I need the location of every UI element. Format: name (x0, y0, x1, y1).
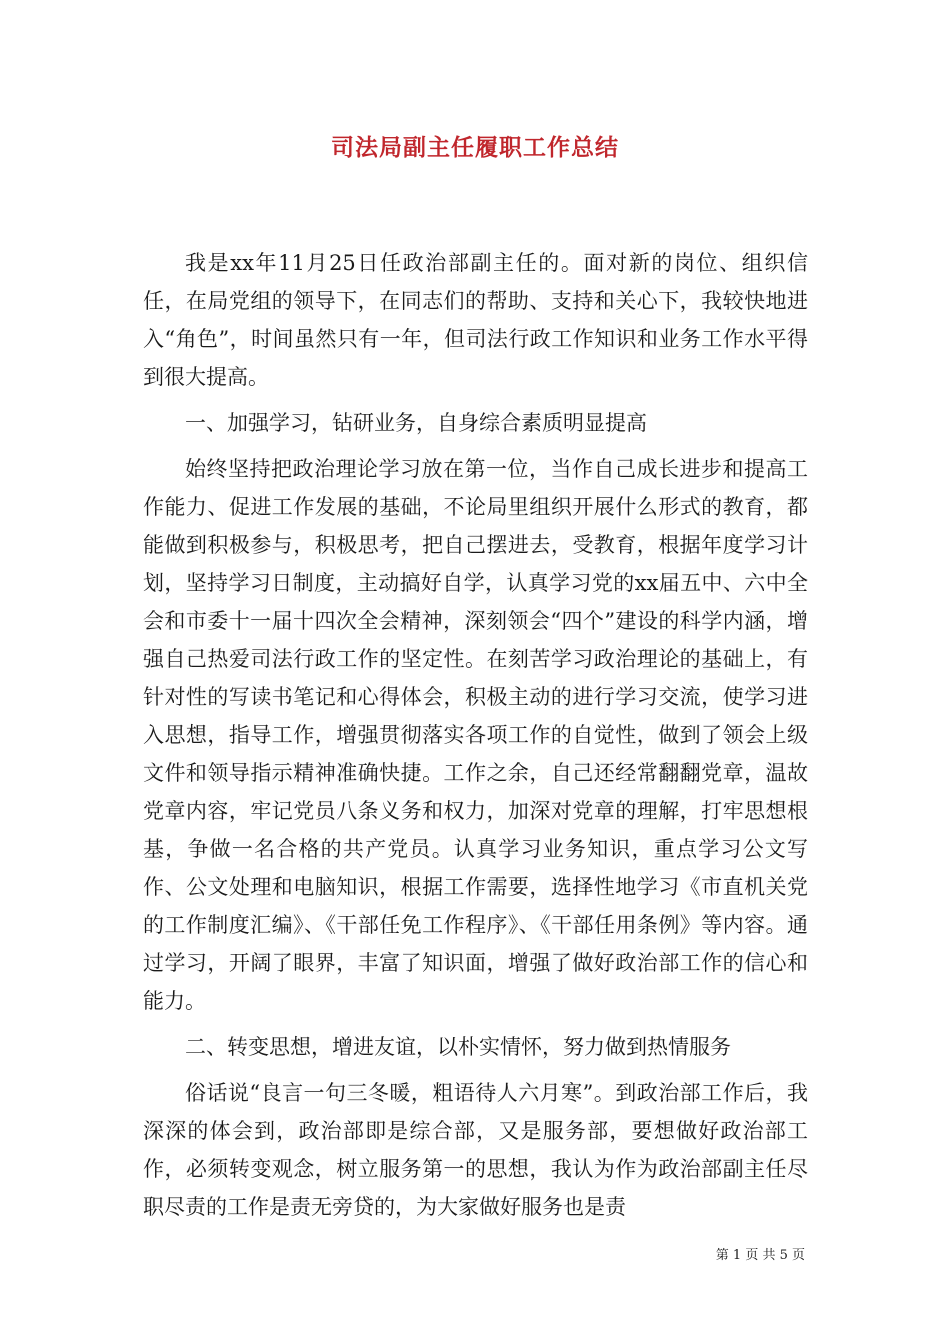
paragraph-intro: 我是xx年11月25日任政治部副主任的。面对新的岗位、组织信任，在局党组的领导下，在同志们的帮助、支持和关心下，我较快地进入“角色”，时间虽然只有一年，但司法行政工作知识和业务工作水平得到很大提高。 (143, 251, 808, 389)
document-body (143, 244, 808, 1226)
paragraph-study: 始终坚持把政治理论学习放在第一位，当作自己成长进步和提高工作能力、促进工作发展的基础，不论局里组织开展什么形式的教育，都能做到积极参与，积极思考，把自己摆进去，受教育，根据年度学习计划，坚持学习日制度，主动搞好自学，认真学习党的xx届五中、六中全会和市委十一届十四次全会精神，深刻领会“四个”建设的科学内涵，增强自己热爱司法行政工作的坚定性。在刻苦学习政治理论的基础上，有针对性的写读书笔记和心得体会，积极主动的进行学习交流，使学习进入思想，指导工作，增强贯彻落实各项工作的自觉性，做到了领会上级文件和领导指示精神准确快捷。工作之余，自己还经常翻翻党章，温故党章内容，牢记党员八条义务和权力，加深对党章的理解，打牢思想根基，争做一名合格的共产党员。认真学习业务知识，重点学习公文写作、公文处理和电脑知识，根据工作需要，选择性地学习《市直机关党的工作制度汇编》、《干部任免工作程序》、《干部任用条例》等内容。通过学习，开阔了眼界，丰富了知识面，增强了做好政治部工作的信心和能力。 (143, 457, 808, 1013)
section-heading-1: 一、加强学习，钻研业务，自身综合素质明显提高 (185, 411, 647, 435)
section-heading-2: 二、转变思想，增进友谊，以朴实情怀，努力做到热情服务 (185, 1035, 731, 1059)
paragraph-service: 俗话说“良言一句三冬暖，粗语待人六月寒”。到政治部工作后，我深深的体会到，政治部即是综合部，又是服务部，要想做好政治部工作，必须转变观念，树立服务第一的思想，我认为作为政治部副主任尽职尽责的工作是责无旁贷的，为大家做好服务也是责 (143, 1081, 808, 1219)
page-number-footer: 第 1 页 共 5 页 (715, 1248, 805, 1263)
document-title: 司法局副主任履职工作总结 (331, 134, 619, 161)
